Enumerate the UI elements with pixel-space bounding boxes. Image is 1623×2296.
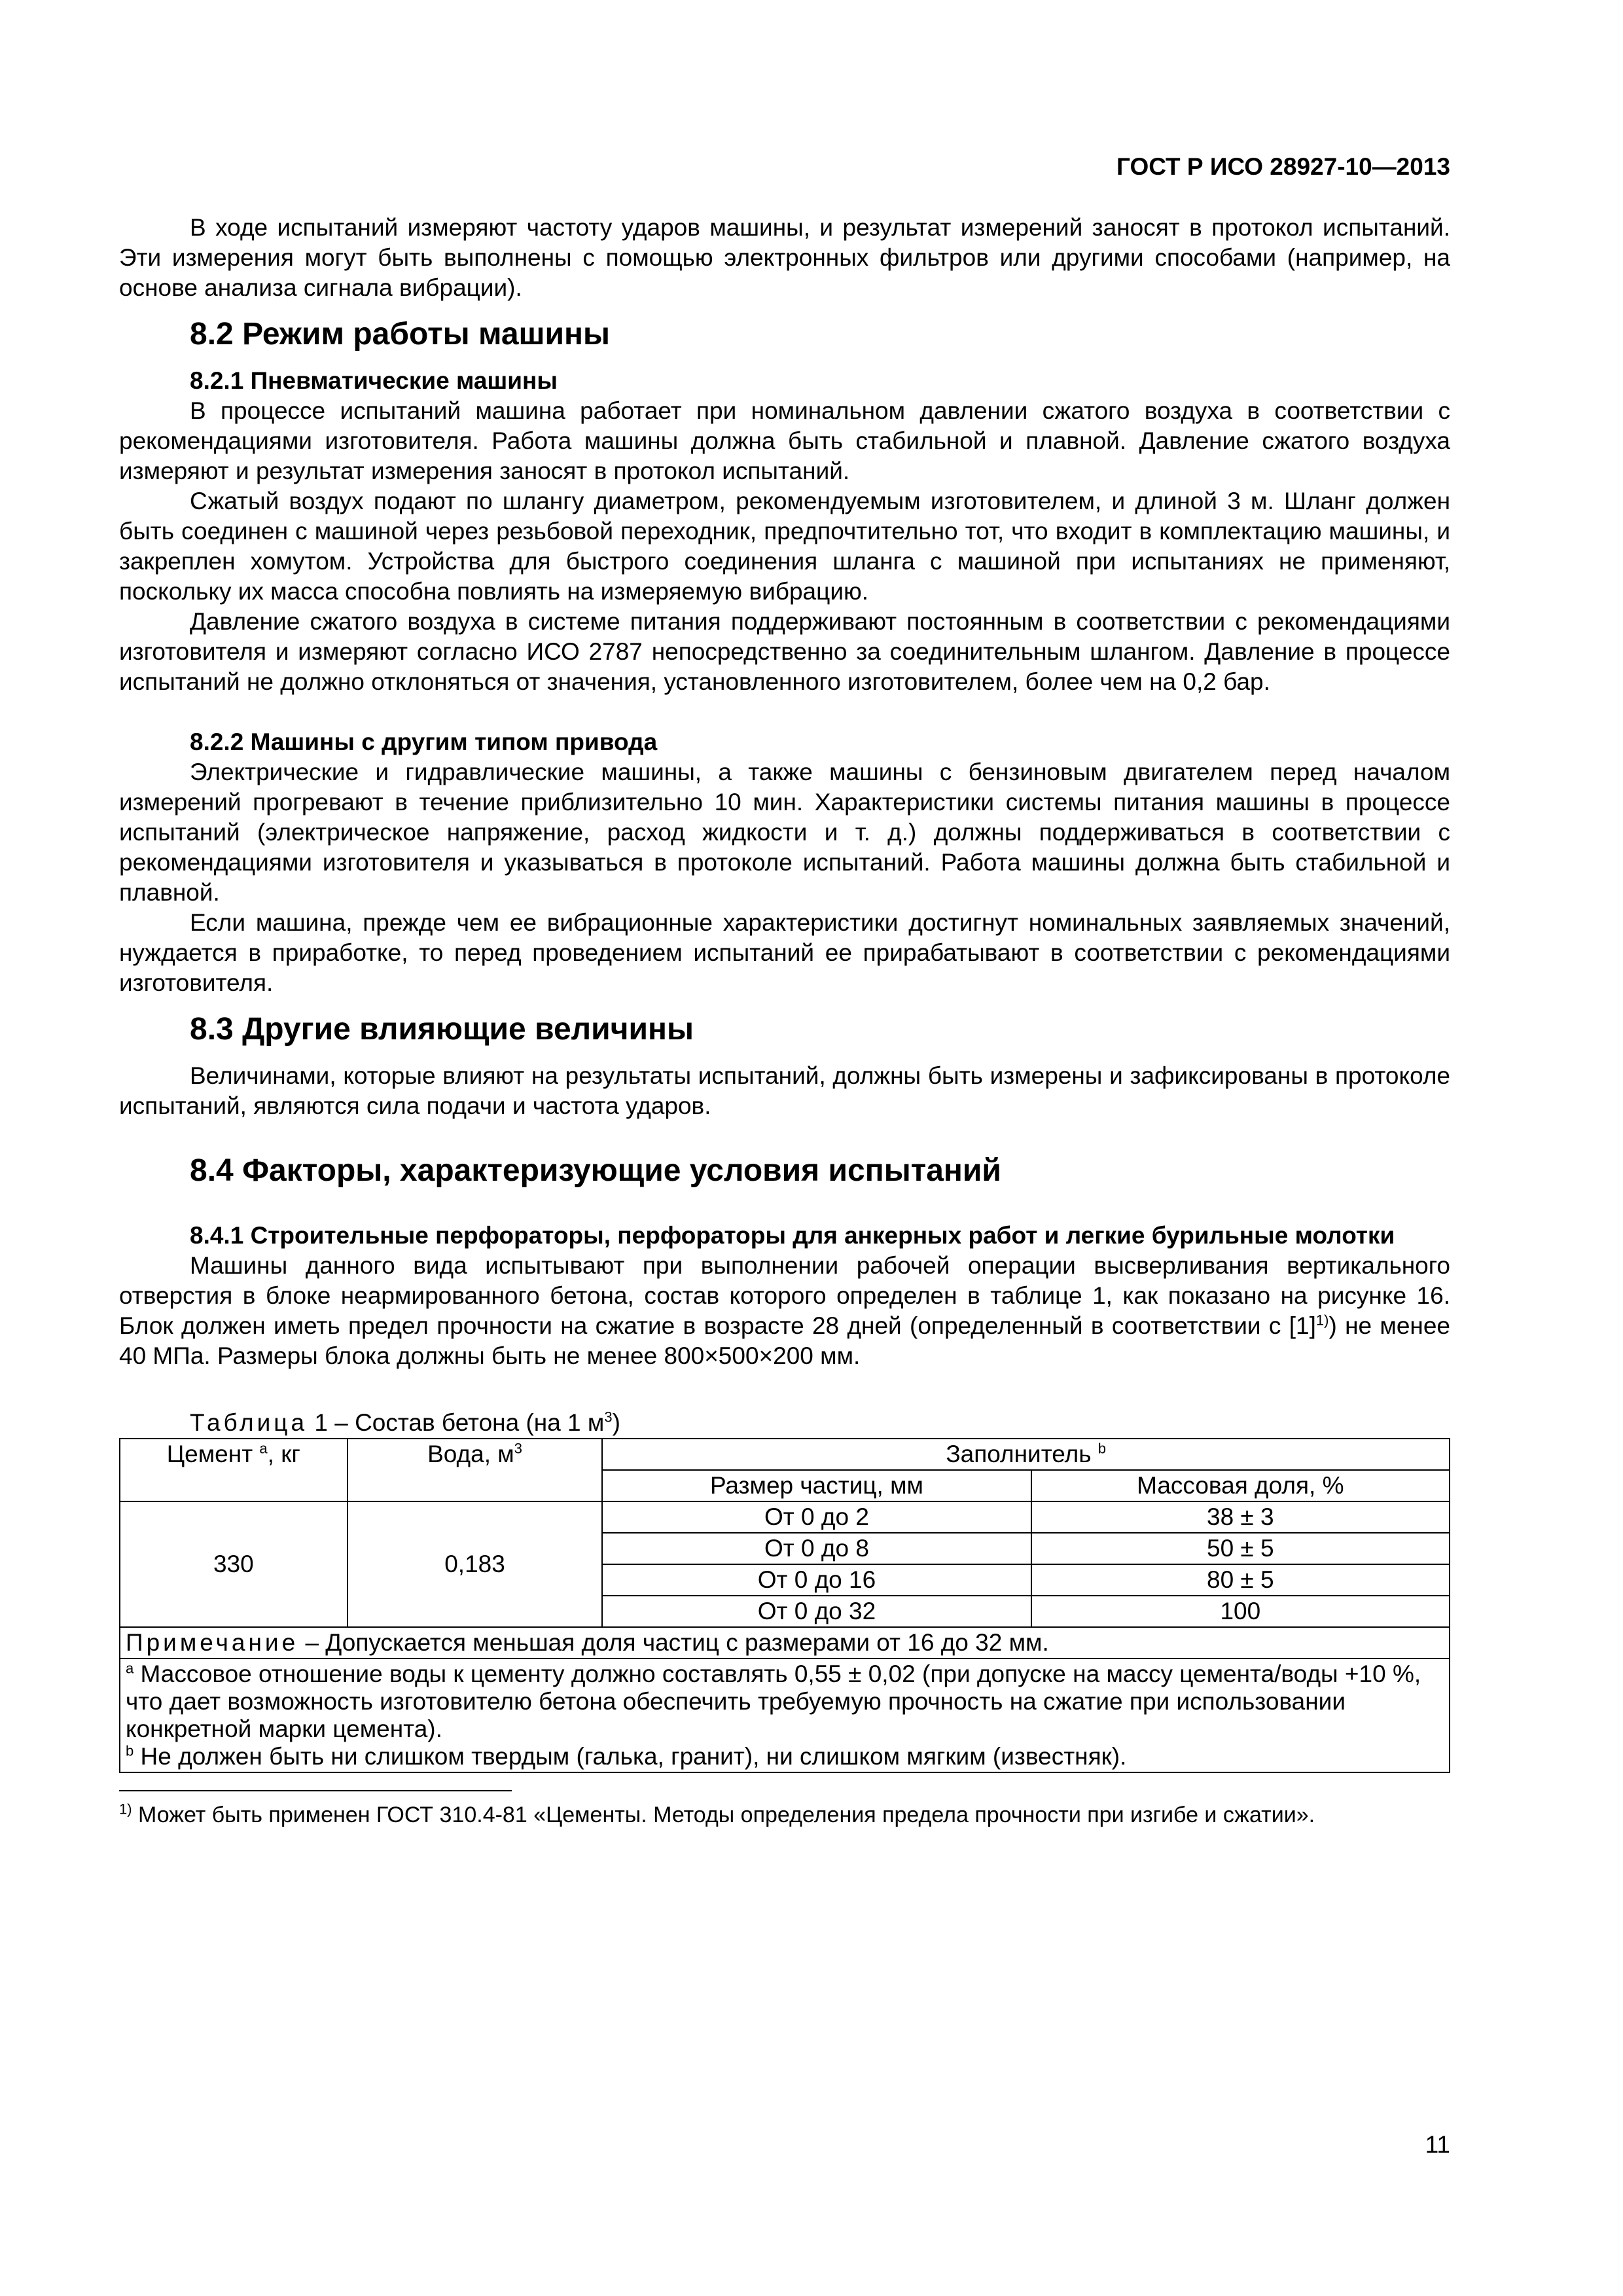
paragraph-8-3-1: Величинами, которые влияют на результаты испытаний, должны быть измерены и зафиксированы в протоколе испытаний, являются сила подачи и частота ударов. xyxy=(119,1062,1450,1119)
document-body xyxy=(119,213,1450,1829)
table-note: Примечание – Допускается меньшая доля частиц с размерами от 16 до 32 мм. xyxy=(120,1627,1450,1659)
table-caption-text: 1 – Состав бетона (на 1 м xyxy=(314,1409,605,1436)
section-8-4-title: 8.4 Факторы, характеризующие условия испытаний xyxy=(190,1153,1001,1188)
document-header: ГОСТ Р ИСО 28927-10—2013 xyxy=(1116,153,1450,180)
table-row xyxy=(120,1501,1450,1533)
particle-size-cell: От 0 до 16 xyxy=(602,1564,1031,1596)
footnote-divider xyxy=(119,1790,512,1791)
intro-paragraph: В ходе испытаний измеряют частоту ударов машины, и результат измерений заносят в протокол испытаний. Эти измерения могут быть выполнены с помощью электронных фильтров или другими способами (например, на основе анализа сигнала вибрации). xyxy=(119,214,1450,301)
section-8-3-title: 8.3 Другие влияющие величины xyxy=(190,1012,694,1047)
table-note-row xyxy=(120,1627,1450,1659)
header-mass-fraction: Массовая доля, % xyxy=(1031,1470,1450,1501)
table-caption-end: ) xyxy=(612,1409,620,1436)
table-footnote-b: $^b$ Не должен быть ни слишком твердым (галька, гранит), ни слишком мягким (известняк). xyxy=(126,1742,1127,1770)
paragraph-8-2-1-1: В процессе испытаний машина работает при номинальном давлении сжатого воздуха в соответствии с рекомендациями изготовителя. Работа машины должна быть стабильной и плавной. Давление сжатого воздуха измеряют и результат измерения заносят в протокол испытаний. xyxy=(119,397,1450,484)
subsection-8-2-1-title: 8.2.1 Пневматические машины xyxy=(190,367,558,394)
paragraph-8-2-2-1: Электрические и гидравлические машины, а также машины с бензиновым двигателем перед началом измерений прогревают в течение приблизительно 10 мин. Характеристики системы питания машины в процессе испытаний (электрическое напряжение, расход жидкости и т. д.) должны поддерживаться в соответствии с рекомендациями изготовителя и указываться в протоколе испытаний. Работа машины должна быть стабильной и плавной. xyxy=(119,759,1450,906)
mass-fraction-cell: 80 ± 5 xyxy=(1031,1564,1450,1596)
subsection-8-4-1-title: 8.4.1 Строительные перфораторы, перфораторы для анкерных работ и легкие бурильные молотки xyxy=(190,1222,1395,1249)
table-footnotes-row xyxy=(120,1659,1450,1772)
paragraph-8-2-1-2: Сжатый воздух подают по шлангу диаметром, рекомендуемым изготовителем, и длиной 3 м. Шланг должен быть соединен с машиной через резьбовой переходник, предпочтительно тот, что входит в комплектацию машины, и закреплен хомутом. Устройства для быстрого соединения шланга с машиной при испытаниях не применяют, поскольку их масса способна повлиять на измеряемую вибрацию. xyxy=(119,488,1450,605)
paragraph-8-2-1-3: Давление сжатого воздуха в системе питания поддерживают постоянным в соответствии с рекомендациями изготовителя и измеряют согласно ИСО 2787 непосредственно за соединительным шлангом. Давление в процессе испытаний не должно отклоняться от значения, установленного изготовителем, более чем на 0,2 бар. xyxy=(119,608,1450,695)
mass-fraction-cell: 100 xyxy=(1031,1596,1450,1627)
section-8-2-title: 8.2 Режим работы машины xyxy=(190,317,611,351)
table-footnotes xyxy=(120,1659,1450,1772)
header-water: Вода, $м^3$ xyxy=(348,1439,603,1501)
subsection-8-2-2-title: 8.2.2 Машины с другим типом привода xyxy=(190,728,658,755)
paragraph-8-4-1-1 xyxy=(119,1251,1450,1371)
footnote-ref-1: 1) xyxy=(1315,1312,1329,1329)
table-footnote-a: $^a$ Массовое отношение воды к цементу должно составлять 0,55 ± 0,02 (при допуске на массу цемента/воды +10 %, что дает возможность изготовителю бетона обеспечить требуемую прочность на сжатие при использовании конкретной марки цемента). xyxy=(126,1660,1421,1742)
paragraph-8-4-1-1-part-b: ) не менее 40 МПа. Размеры блока должны быть не менее 800×500×200 мм. xyxy=(119,1312,1451,1369)
cement-value: 330 xyxy=(120,1501,348,1627)
table-header-row xyxy=(120,1439,1450,1470)
header-particle-size: Размер частиц, мм xyxy=(602,1470,1031,1501)
header-cement: Цемент $^a$, кг xyxy=(120,1439,348,1501)
table-1 xyxy=(119,1438,1450,1773)
table-caption-sup: 3 xyxy=(604,1408,613,1426)
particle-size-cell: От 0 до 32 xyxy=(602,1596,1031,1627)
paragraph-8-2-2-2: Если машина, прежде чем ее вибрационные характеристики достигнут номинальных заявляемых значений, нуждается в приработке, то перед проведением испытаний ее прирабатывают в соответствии с рекомендациями изготовителя. xyxy=(119,909,1450,996)
water-value: 0,183 xyxy=(348,1501,603,1627)
table-caption-word: Таблица xyxy=(190,1409,308,1436)
paragraph-8-4-1-1-part-a: Машины данного вида испытывают при выполнении рабочей операции высверливания вертикального отверстия в блоке неармированного бетона, состав которого определен в таблице 1, как показано на рисунке 16. Блок должен иметь предел прочности на сжатие в возрасте 28 дней (определенный в соответствии с [1] xyxy=(119,1252,1450,1339)
mass-fraction-cell: 38 ± 3 xyxy=(1031,1501,1450,1533)
table-1-caption xyxy=(119,1408,1450,1438)
page-footnote: $^{1)}$ Может быть применен ГОСТ 310.4-81 «Цементы. Методы определения предела прочности при изгибе и сжатии». xyxy=(119,1801,1315,1827)
mass-fraction-cell: 50 ± 5 xyxy=(1031,1533,1450,1564)
page-number: 11 xyxy=(1425,2131,1450,2158)
particle-size-cell: От 0 до 8 xyxy=(602,1533,1031,1564)
particle-size-cell: От 0 до 2 xyxy=(602,1501,1031,1533)
header-filler: Заполнитель $^b$ xyxy=(602,1439,1450,1470)
